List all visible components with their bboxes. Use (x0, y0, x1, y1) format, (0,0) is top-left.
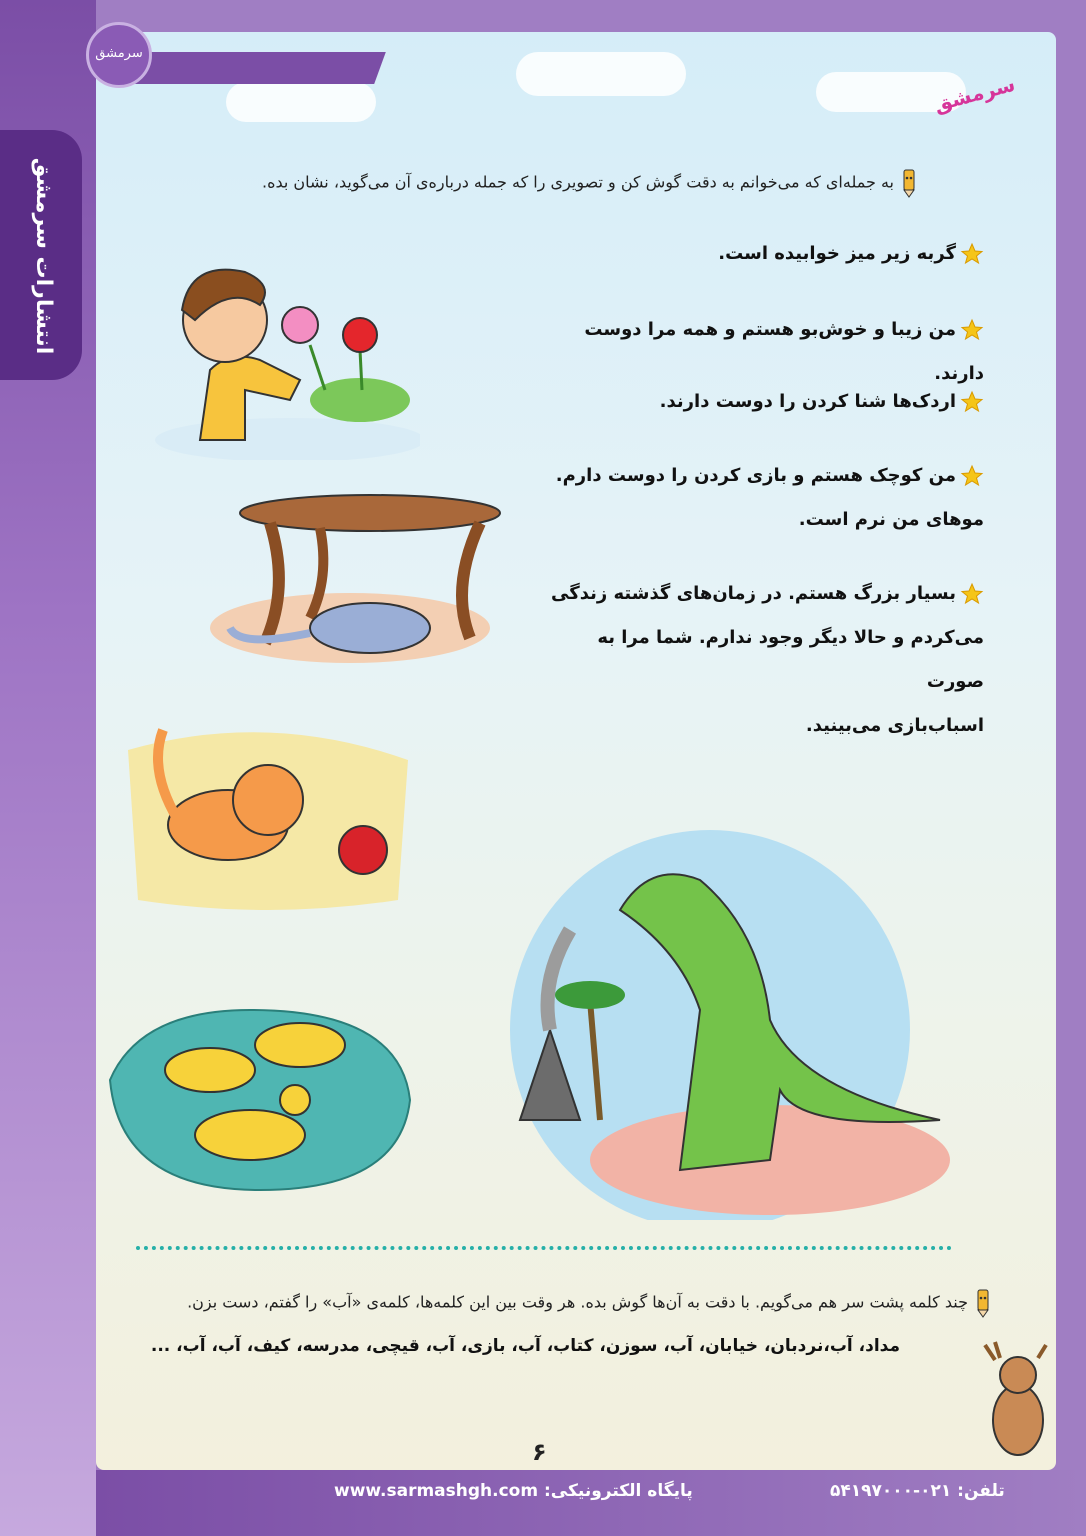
star-icon (960, 464, 984, 488)
sentence-1-line-1: گربه زیر میز خوابیده است. (718, 243, 956, 264)
sentence-5-line-1: بسیار بزرگ هستم. در زمان‌های گذشته زندگی (551, 583, 956, 604)
sentence-4 (544, 454, 984, 542)
dotted-divider (136, 1246, 952, 1250)
sentence-1 (544, 232, 984, 276)
sentence-3-line-1: اردک‌ها شنا کردن را دوست دارند. (659, 391, 956, 412)
dinosaur-illustration (500, 830, 970, 1220)
activity1-instruction (262, 168, 920, 198)
star-icon (960, 318, 984, 342)
footer-bar (96, 1470, 1086, 1536)
pencil-mascot-icon (972, 1288, 994, 1318)
activity2-instruction-text: چند کلمه پشت سر هم می‌گویم. با دقت به آن‌ها گوش بده. هر وقت بین این کلمه‌ها، کلمه‌ی «آب» را گفتم، دست بزن. (187, 1292, 968, 1312)
star-icon (960, 390, 984, 414)
sentence-5-line-3: اسباب‌بازی می‌بینید. (805, 715, 984, 736)
cloud-decoration (226, 82, 376, 122)
footer-phone-number: ۰۲۱-۵۴۱۹۷۰۰۰ (830, 1481, 952, 1501)
footer-website-url[interactable]: www.sarmashgh.com (334, 1481, 539, 1501)
top-band (140, 0, 1086, 30)
cat-under-table-illustration (200, 488, 510, 668)
boy-smelling-flower-illustration (150, 250, 420, 460)
sentence-4-line-1: من کوچک هستم و بازی کردن را دوست دارم. (555, 465, 956, 486)
sidebar-publisher-title: انتشارات سرمشق (31, 157, 56, 355)
footer-website (334, 1481, 693, 1501)
sentence-3 (544, 380, 984, 424)
corner-logo: سرمشق (931, 71, 1018, 117)
sentence-4-line-2: موهای من نرم است. (798, 509, 984, 530)
word-list: مداد، آب،نردبان، خیابان، آب، سوزن، کتاب، آب، بازی، آب، قیچی، مدرسه، کیف، آب، آب، ... (150, 1336, 900, 1356)
publisher-logo-badge: سرمشق (86, 22, 152, 88)
footer-phone (830, 1481, 1005, 1501)
sentence-5-line-2: می‌کردم و حالا دیگر وجود ندارم. شما مرا به صورت (597, 627, 984, 692)
activity2-instruction (187, 1288, 994, 1318)
footer-website-label: پایگاه الکترونیکی: (544, 1481, 693, 1501)
kitten-with-yarn-illustration (118, 720, 418, 910)
star-icon (960, 582, 984, 606)
sentence-2-line-1: من زیبا و خوش‌بو هستم و همه مرا دوست دارند. (584, 319, 984, 384)
ducks-in-pond-illustration (100, 990, 420, 1200)
cloud-decoration (516, 52, 686, 96)
page-number: ۶ (532, 1438, 547, 1466)
top-accent-band (134, 52, 386, 84)
activity1-instruction-text: به جمله‌ای که می‌خوانم به دقت گوش کن و تصویری را که جمله درباره‌ی آن می‌گوید، نشان بده. (262, 172, 894, 192)
moose-mascot-icon (980, 1340, 1050, 1460)
sentence-5 (544, 572, 984, 748)
star-icon (960, 242, 984, 266)
footer-phone-label: تلفن: (957, 1481, 1005, 1501)
pencil-mascot-icon (898, 168, 920, 198)
